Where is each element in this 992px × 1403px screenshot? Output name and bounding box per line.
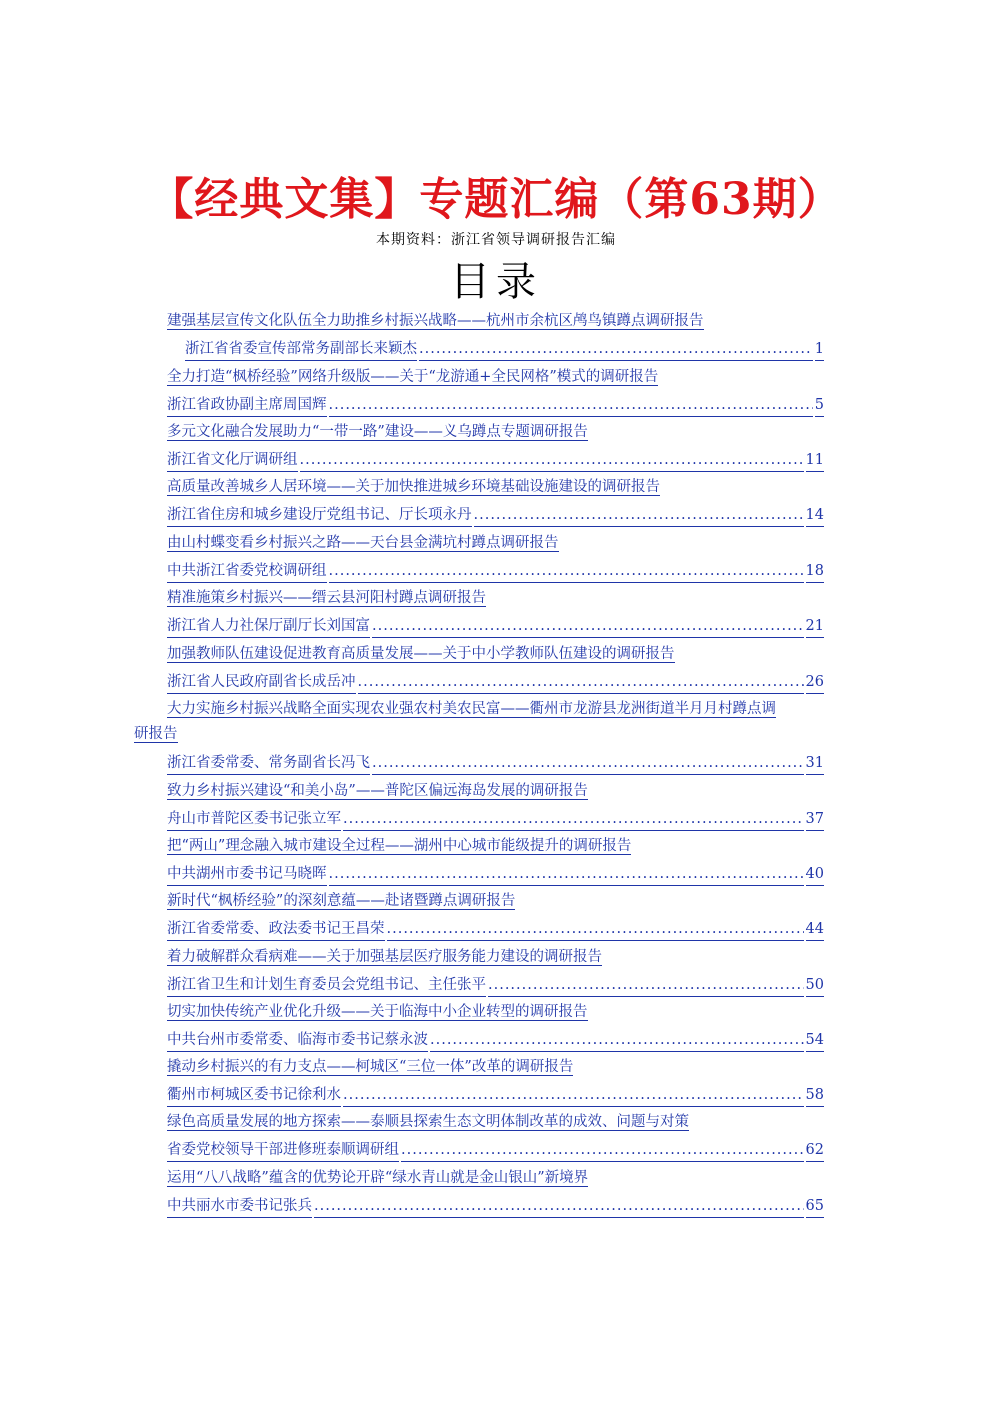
toc-entry-author-line[interactable]: 浙江省住房和城乡建设厅党组书记、厅长项永丹 ..... 14 [167, 504, 824, 527]
toc-entry-author-line[interactable]: 浙江省省委宣传部常务副部长来颖杰 ..... 1 [185, 338, 824, 361]
toc-entry-title[interactable]: 高质量改善城乡人居环境——关于加快推进城乡环境基础设施建设的调研报告 [167, 479, 660, 495]
toc-entry-title[interactable]: 大力实施乡村振兴战略全面实现农业强农村美农民富——衢州市龙游县龙洲街道半月月村蹲点调 [167, 701, 776, 717]
toc-entry-title[interactable]: 撬动乡村振兴的有力支点——柯城区“三位一体”改革的调研报告 [167, 1059, 574, 1075]
toc-entry-title[interactable]: 精准施策乡村振兴——缙云县河阳村蹲点调研报告 [167, 590, 486, 606]
toc-entry-author-line[interactable]: 中共台州市委常委、临海市委书记蔡永波 ..... 54 [167, 1029, 824, 1052]
toc-entry-author-line[interactable]: 省委党校领导干部进修班泰顺调研组 ..... 62 [167, 1139, 824, 1162]
toc-entry-author-line[interactable]: 浙江省政协副主席周国辉 ..... 5 [167, 394, 824, 417]
toc-entry-title[interactable]: 致力乡村振兴建设“和美小岛”——普陀区偏远海岛发展的调研报告 [167, 783, 588, 799]
toc-entry-author-line[interactable]: 舟山市普陀区委书记张立军 ..... 37 [167, 808, 824, 831]
toc-entry-author-line[interactable]: 浙江省委常委、政法委书记王昌荣 ..... 44 [167, 918, 824, 941]
toc-entry-title[interactable]: 加强教师队伍建设促进教育高质量发展——关于中小学教师队伍建设的调研报告 [167, 646, 675, 662]
document-title: 【经典文集】专题汇编（第63期） [149, 174, 843, 225]
toc-entry-title[interactable]: 新时代“枫桥经验”的深刻意蕴——赴诸暨蹲点调研报告 [167, 893, 516, 909]
toc-entry-title[interactable]: 着力破解群众看病难——关于加强基层医疗服务能力建设的调研报告 [167, 949, 602, 965]
toc-entry-author-line[interactable]: 浙江省人力社保厅副厅长刘国富 ..... 21 [167, 615, 824, 638]
toc-entry-author-line[interactable]: 浙江省委常委、常务副省长冯飞 ..... 31 [167, 752, 824, 775]
toc-entry-title[interactable]: 多元文化融合发展助力“一带一路”建设——义乌蹲点专题调研报告 [167, 424, 588, 440]
toc-entry-title[interactable]: 由山村蝶变看乡村振兴之路——天台县金满坑村蹲点调研报告 [167, 535, 559, 551]
toc-entry-author-line[interactable]: 浙江省人民政府副省长成岳冲 ..... 26 [167, 671, 824, 694]
toc-entry-author-line[interactable]: 浙江省卫生和计划生育委员会党组书记、主任张平 ..... 50 [167, 974, 824, 997]
toc-entry-author-line[interactable]: 浙江省文化厅调研组 ..... 11 [167, 449, 824, 472]
toc-entry-author-line[interactable]: 衢州市柯城区委书记徐利水 ..... 58 [167, 1084, 824, 1107]
toc-entry-author-line[interactable]: 中共丽水市委书记张兵 ..... 65 [167, 1195, 824, 1218]
toc-entry-author-line[interactable]: 中共湖州市委书记马晓晖 ..... 40 [167, 863, 824, 886]
toc-entry-title[interactable]: 建强基层宣传文化队伍全力助推乡村振兴战略——杭州市余杭区鸬鸟镇蹲点调研报告 [167, 313, 704, 329]
toc-entry-title[interactable]: 把“两山”理念融入城市建设全过程——湖州中心城市能级提升的调研报告 [167, 838, 632, 854]
toc-entry-title[interactable]: 全力打造“枫桥经验”网络升级版——关于“龙游通+全民网格”模式的调研报告 [167, 369, 659, 385]
document-subtitle: 本期资料：浙江省领导调研报告汇编 [376, 232, 616, 248]
toc-entry-title[interactable]: 绿色高质量发展的地方探索——泰顺县探索生态文明体制改革的成效、问题与对策 [167, 1114, 689, 1130]
toc-heading: 目录 [450, 259, 542, 305]
toc-entry-author-line[interactable]: 中共浙江省委党校调研组 ..... 18 [167, 560, 824, 583]
toc-entry-title[interactable]: 切实加快传统产业优化升级——关于临海中小企业转型的调研报告 [167, 1004, 588, 1020]
toc-entry-title-continued[interactable]: 研报告 [134, 726, 178, 742]
toc-entry-title[interactable]: 运用“八八战略”蕴含的优势论开辟“绿水青山就是金山银山”新境界 [167, 1170, 589, 1186]
